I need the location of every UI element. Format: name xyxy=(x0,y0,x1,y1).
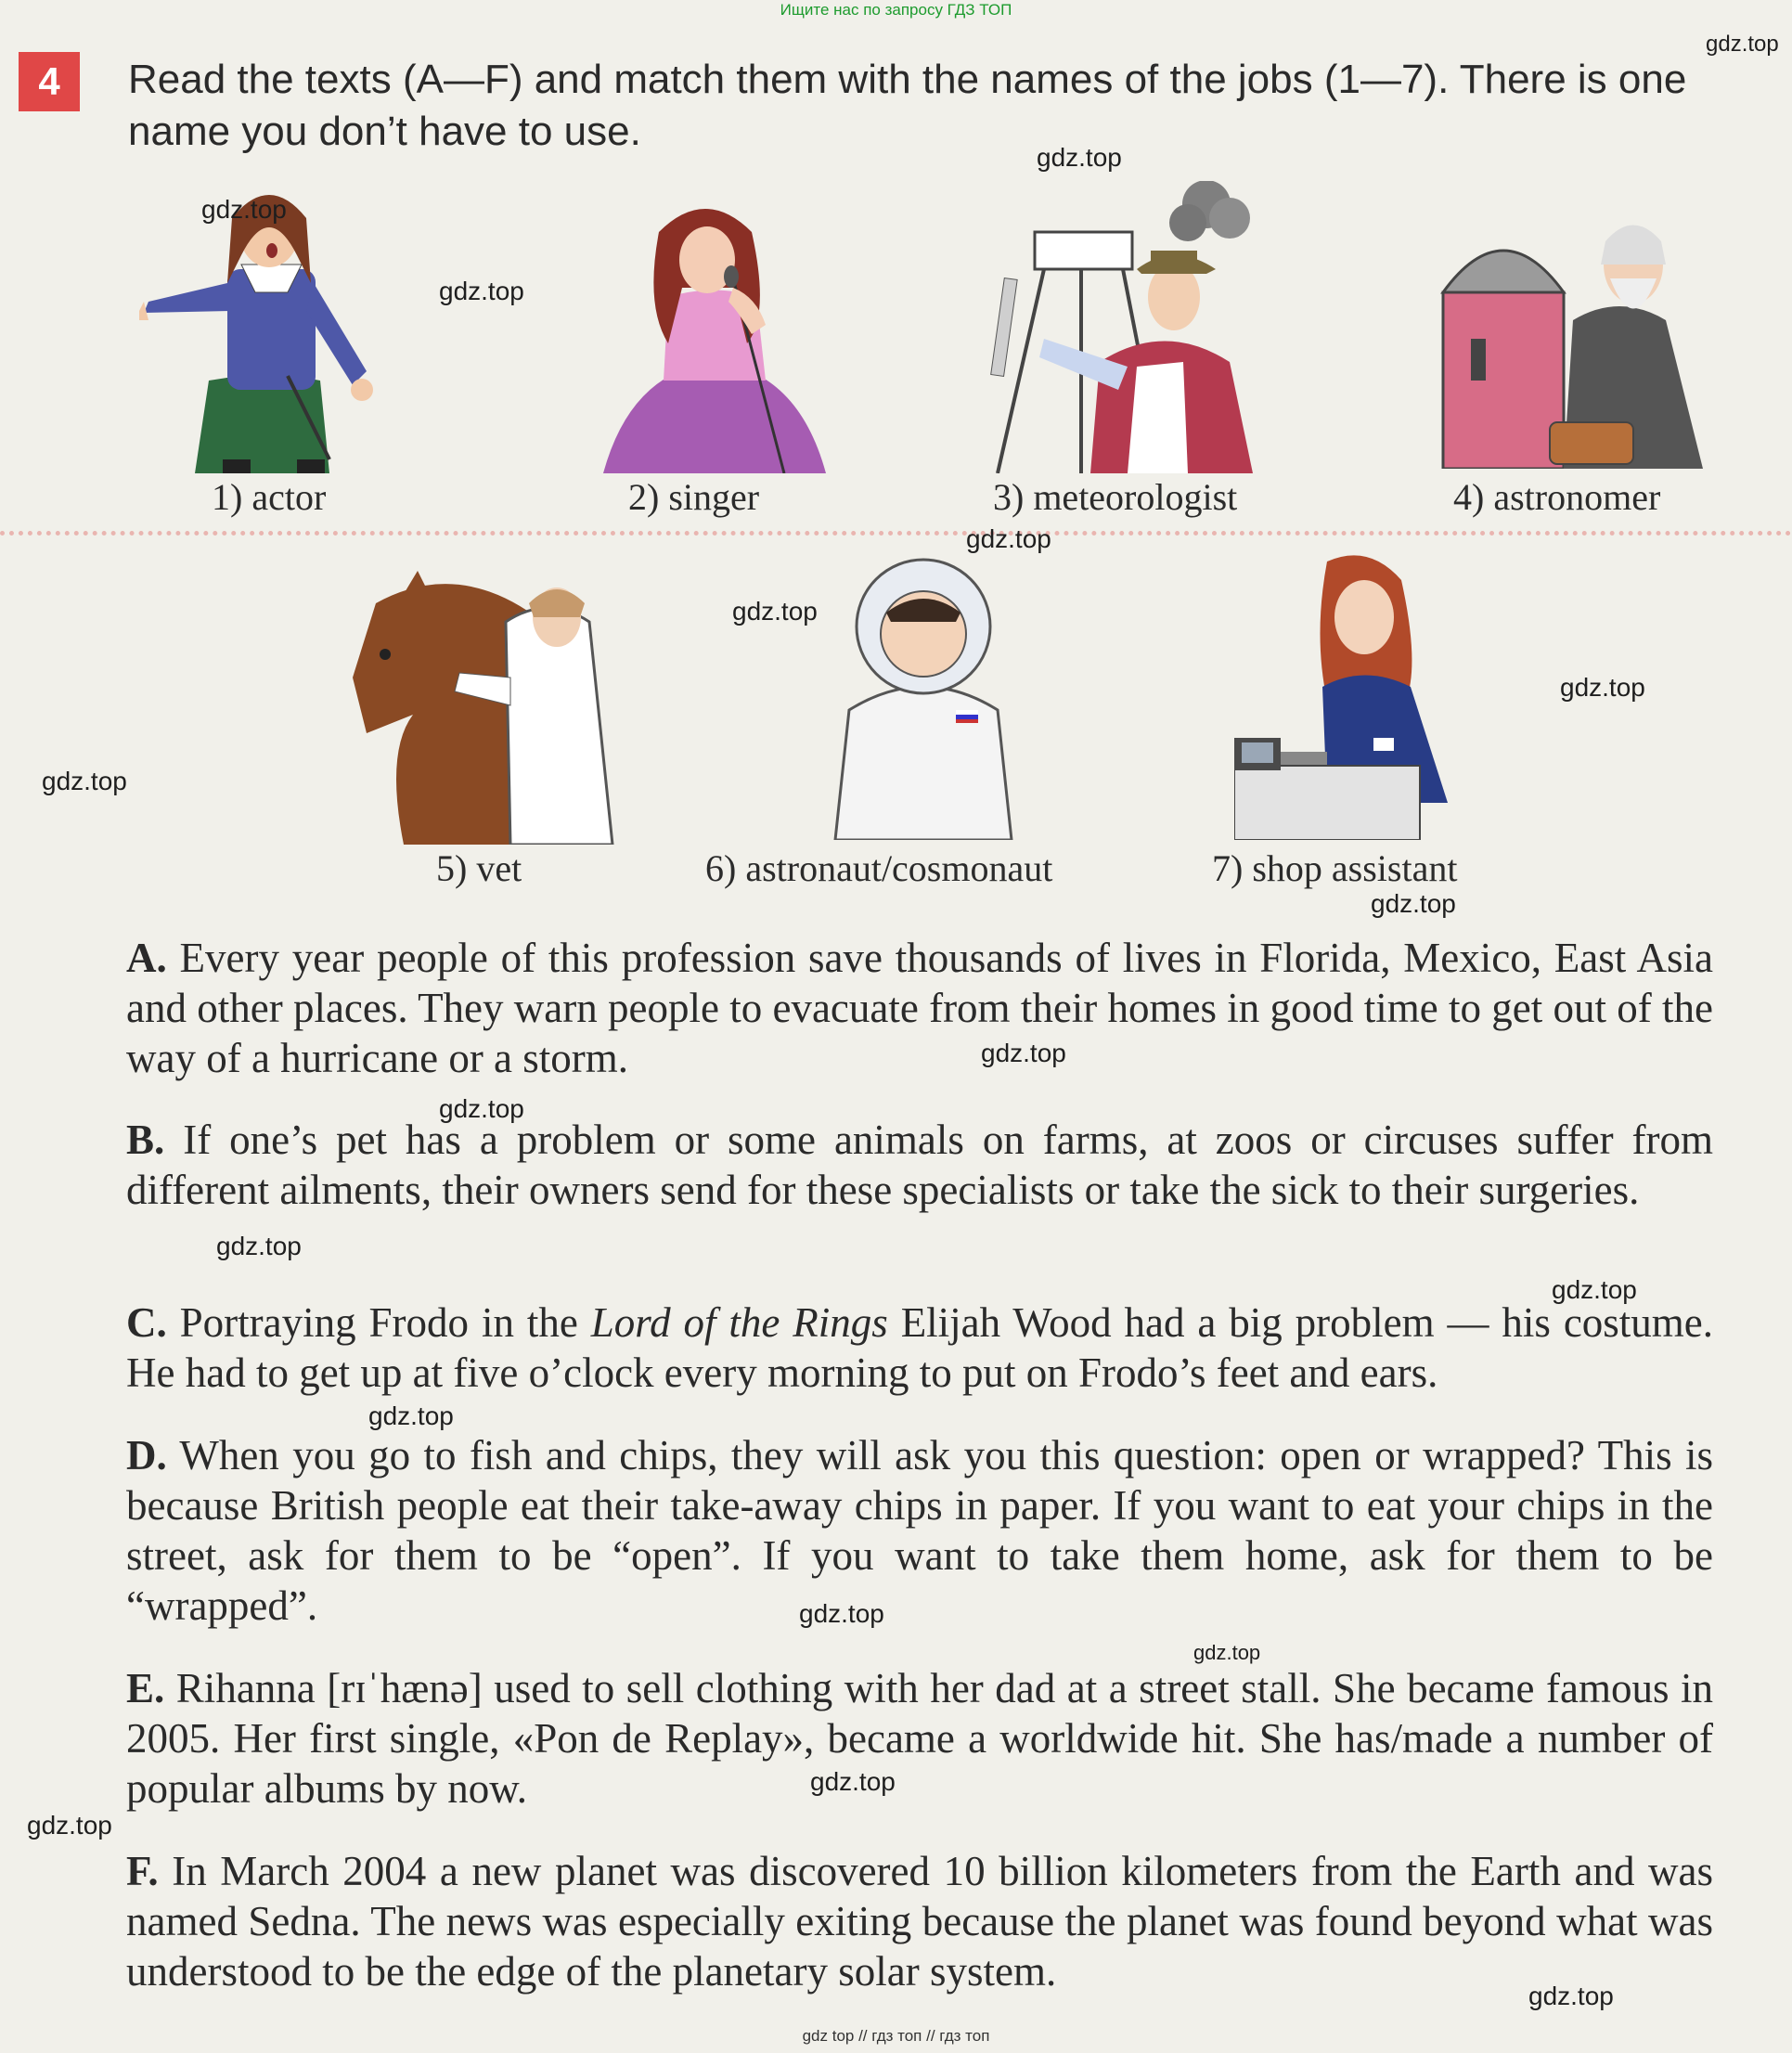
actor-illustration xyxy=(139,181,418,473)
watermark: gdz.top xyxy=(1560,673,1645,702)
text-e xyxy=(126,1663,1713,1814)
text-b xyxy=(126,1115,1713,1215)
watermark: gdz.top xyxy=(799,1599,884,1628)
text-f-body: In March 2004 a new planet was discovered 10 billion kilometers from the Earth and was named Sedna. The news was especially exiting because the planet was found beyond what was understood to be the edge of the planetary solar system. xyxy=(126,1848,1714,1995)
text-a-body: Every year people of this profession save thousands of lives in Florida, Mexico, East Asia and other places. They warn people to evacuate from their homes in good time to get out of the way of a hurricane or a storm. xyxy=(126,935,1714,1081)
watermark: gdz.top xyxy=(201,195,287,224)
text-e-body: Rihanna [rɪˈhænə] used to sell clothing with her dad at a street stall. She became famous in 2005. Her first single, «Pon de Replay», became a worldwide hit. She has/made a number of popular albums by now. xyxy=(126,1665,1713,1812)
job-label-vet: 5) vet xyxy=(436,847,522,889)
text-d-body: When you go to fish and chips, they will ask you this question: open or wrapped? This is because British people eat their take-away chips in paper. If you want to eat your chips in the street, ask for them to be “open”. If you want to take them home, ask for them to be “wrapped”. xyxy=(126,1432,1714,1629)
bottom-banner[interactable]: gdz top // гдз топ // гдз топ xyxy=(802,2027,990,2045)
text-d-letter: D. xyxy=(126,1432,167,1478)
watermark: gdz.top xyxy=(42,767,127,795)
job-label-astronomer: 4) astronomer xyxy=(1453,476,1661,518)
watermark: gdz.top xyxy=(1552,1275,1637,1304)
text-c-body-end: Elijah Wood had a big problem — his costume. He had to get up at five o’clock every morning to put on Frodo’s feet and ears. xyxy=(126,1299,1714,1396)
vet-illustration xyxy=(348,566,617,845)
watermark: gdz.top xyxy=(1037,143,1122,172)
exercise-number-badge: 4 xyxy=(19,52,80,111)
text-d xyxy=(126,1430,1713,1631)
watermark: gdz.top xyxy=(1371,889,1456,918)
watermark: gdz.top xyxy=(1193,1641,1261,1664)
watermark: gdz.top xyxy=(439,1094,524,1123)
job-label-actor: 1) actor xyxy=(212,476,327,518)
watermark: gdz.top xyxy=(368,1401,454,1430)
exercise-instruction: Read the texts (A—F) and match them with the names of the jobs (1—7). There is one name you don’t have to use. xyxy=(128,57,1687,154)
watermark: gdz.top xyxy=(27,1811,112,1840)
job-label-shop-assistant: 7) shop assistant xyxy=(1212,847,1458,889)
job-label-astronaut: 6) astronaut/cosmonaut xyxy=(705,847,1053,889)
watermark: gdz.top xyxy=(810,1767,896,1796)
shop-assistant-illustration xyxy=(1234,552,1476,840)
text-b-body: If one’s pet has a problem or some animals on farms, at zoos or circuses suffer from different ailments, their owners send for these specialists or take the sick to their surgeries. xyxy=(126,1117,1714,1213)
singer-illustration xyxy=(594,195,835,473)
text-c-body-start: Portraying Frodo in the xyxy=(179,1299,578,1346)
job-label-meteorologist: 3) meteorologist xyxy=(993,476,1238,518)
text-c-title: Lord of the Rings xyxy=(590,1299,888,1346)
astronaut-illustration xyxy=(817,552,1030,840)
section-divider xyxy=(0,531,1792,536)
watermark: gdz.top xyxy=(732,597,818,626)
watermark: gdz.top xyxy=(966,524,1051,553)
meteorologist-illustration xyxy=(988,181,1257,473)
top-banner[interactable]: Ищите нас по запросу ГДЗ ТОП xyxy=(780,1,1012,19)
text-e-letter: E. xyxy=(126,1665,165,1711)
text-a-letter: A. xyxy=(126,935,167,981)
watermark: gdz.top xyxy=(216,1232,302,1260)
text-f-letter: F. xyxy=(126,1848,159,1894)
text-f xyxy=(126,1846,1713,1996)
job-label-singer: 2) singer xyxy=(628,476,760,518)
watermark: gdz.top xyxy=(439,277,524,305)
text-c-letter: C. xyxy=(126,1299,167,1346)
watermark: gdz.top xyxy=(1528,1982,1614,2010)
text-a xyxy=(126,933,1713,1083)
text-b-letter: B. xyxy=(126,1117,165,1163)
watermark: gdz.top xyxy=(981,1039,1066,1067)
astronomer-illustration xyxy=(1434,190,1712,469)
watermark: gdz.top xyxy=(1706,32,1779,57)
text-c xyxy=(126,1298,1713,1398)
